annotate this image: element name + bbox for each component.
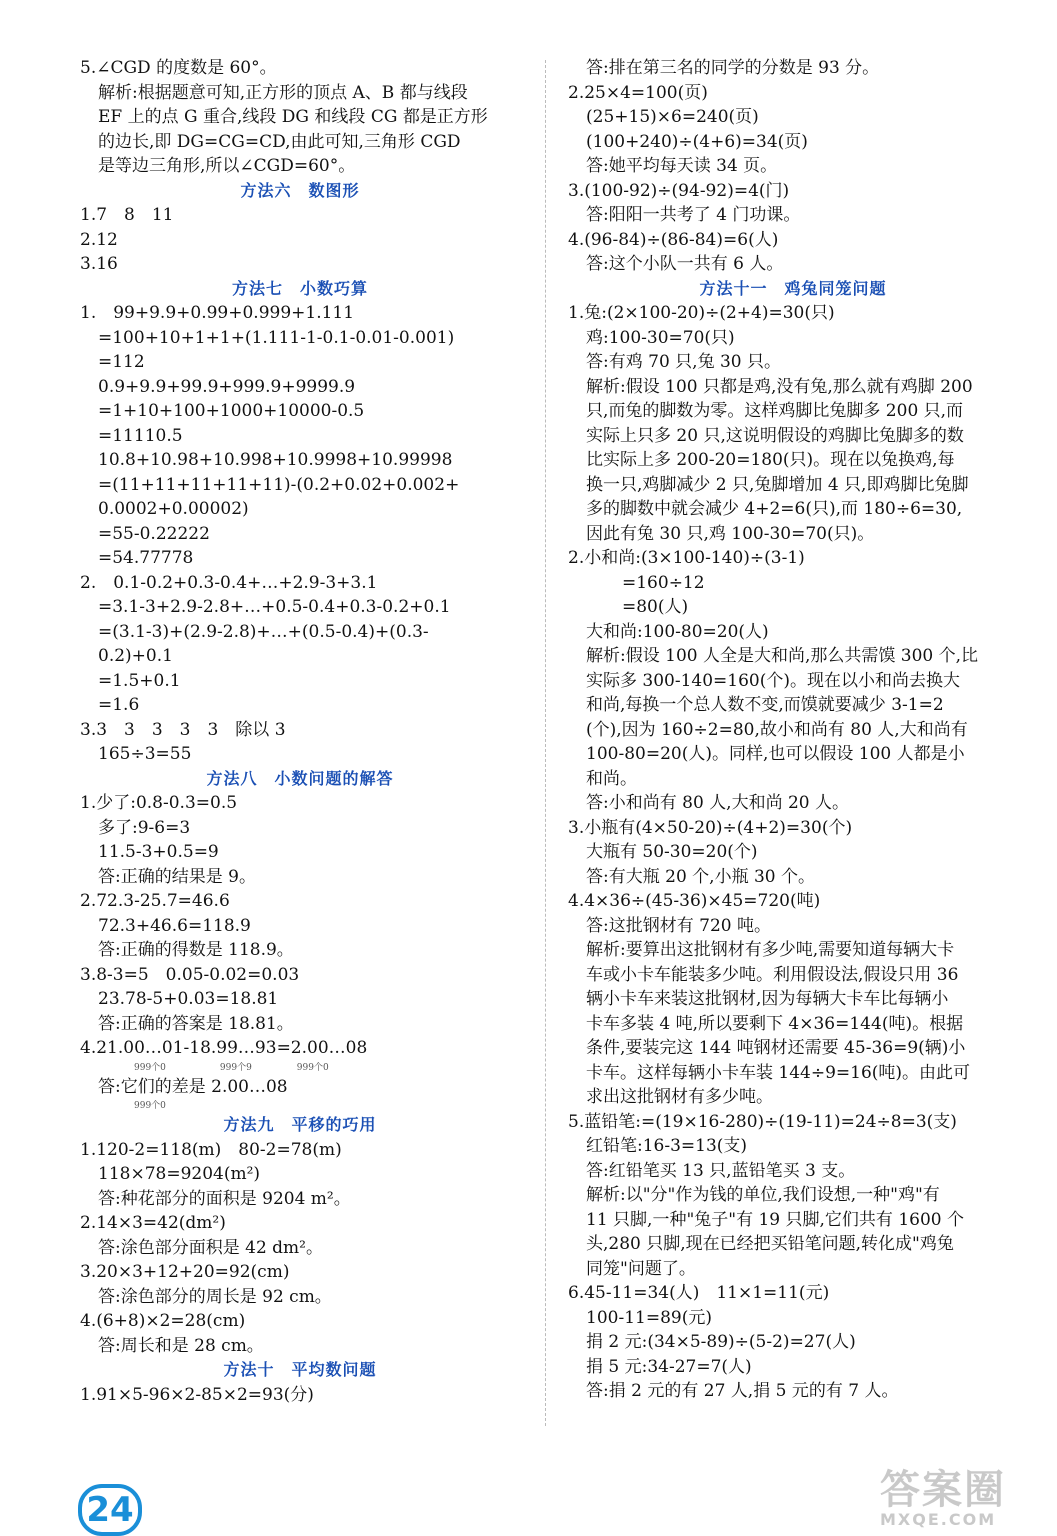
answer-line: 因此有兔 30 只,鸡 100-30=70(只)。 bbox=[586, 523, 875, 544]
answer-line: 卡车。这样每辆小卡车装 144÷9=16(吨)。由此可 bbox=[586, 1062, 971, 1083]
answer-line: =55-0.22222 bbox=[98, 523, 210, 544]
answer-line: =11110.5 bbox=[98, 425, 183, 446]
answer-line: 165÷3=55 bbox=[98, 744, 192, 764]
answer-line: 1. 99+9.9+0.99+0.999+1.111 bbox=[80, 303, 355, 323]
answer-line: 3.小瓶有(4×50-20)÷(4+2)=30(个) bbox=[568, 817, 853, 838]
answer-line: 答:种花部分的面积是 9204 m²。 bbox=[98, 1188, 351, 1209]
answer-line: 答:正确的答案是 18.81。 bbox=[98, 1013, 294, 1034]
answer-line: 999个0 999个9 999个0 bbox=[134, 1062, 329, 1073]
answer-line: 72.3+46.6=118.9 bbox=[98, 915, 251, 936]
section-heading: 方法七 小数巧算 bbox=[231, 278, 368, 298]
answer-line: 大和尚:100-80=20(人) bbox=[586, 621, 769, 642]
answer-line: 答:捐 2 元的有 27 人,捐 5 元的有 7 人。 bbox=[586, 1381, 899, 1401]
answer-line: 2. 0.1-0.2+0.3-0.4+…+2.9-3+3.1 bbox=[80, 572, 378, 593]
answer-line: 1.少了:0.8-0.3=0.5 bbox=[80, 793, 238, 813]
answer-line: 捐 5 元:34-27=7(人) bbox=[586, 1356, 752, 1377]
section-heading: 方法十一 鸡兔同笼问题 bbox=[699, 278, 887, 298]
answer-line: 答:她平均每天读 34 页。 bbox=[586, 156, 778, 176]
answer-line: 多了:9-6=3 bbox=[98, 817, 191, 838]
answer-line: 换一只,鸡脚减少 2 只,兔脚增加 4 只,即鸡脚比兔脚 bbox=[586, 474, 969, 495]
section-heading: 方法八 小数问题的解答 bbox=[206, 768, 394, 788]
answer-line: 解析:假设 100 人全是大和尚,那么共需馍 300 个,比 bbox=[586, 646, 979, 666]
answer-line: =(3.1-3)+(2.9-2.8)+…+(0.5-0.4)+(0.3- bbox=[98, 621, 429, 642]
answer-line: 2.25×4=100(页) bbox=[568, 82, 708, 103]
answer-line: 4.(96-84)÷(86-84)=6(人) bbox=[568, 229, 779, 250]
page-number-badge: 24 bbox=[78, 1484, 142, 1536]
answer-line: 2.12 bbox=[80, 229, 118, 250]
answer-line: 的边长,即 DG=CG=CD,由此可知,三角形 CGD bbox=[98, 131, 461, 152]
answer-line: 多的脚数中就会减少 4+2=6(只),而 180÷6=30, bbox=[586, 499, 963, 519]
answer-line: 车或小卡车能装多少吨。利用假设法,假设只用 36 bbox=[586, 964, 959, 985]
section-heading: 方法九 平移的巧用 bbox=[223, 1115, 377, 1134]
answer-line: 100-80=20(人)。同样,也可以假设 100 人都是小 bbox=[586, 744, 965, 764]
answer-line: 答:有鸡 70 只,兔 30 只。 bbox=[586, 352, 782, 372]
answer-line: 5.∠CGD 的度数是 60°。 bbox=[80, 58, 277, 78]
answer-line: 求出这批钢材有多少吨。 bbox=[586, 1087, 773, 1107]
answer-line: 辆小卡车来装这批钢材,因为每辆大卡车比每辆小 bbox=[586, 989, 949, 1009]
answer-line: 2.14×3=42(dm²) bbox=[80, 1213, 226, 1233]
answer-line: 3.(100-92)÷(94-92)=4(门) bbox=[568, 180, 790, 201]
answer-line: 11.5-3+0.5=9 bbox=[98, 842, 219, 862]
answer-line: 实际上只多 20 只,这说明假设的鸡脚比兔脚多的数 bbox=[586, 425, 964, 446]
answer-line: =(11+11+11+11+11)-(0.2+0.02+0.002+ bbox=[98, 474, 460, 495]
watermark-chars: 答案圈 bbox=[880, 1467, 1006, 1513]
answer-line: 1.兔:(2×100-20)÷(2+4)=30(只) bbox=[568, 303, 835, 323]
answer-line: =1.6 bbox=[98, 695, 140, 715]
answer-line: 2.小和尚:(3×100-140)÷(3-1) bbox=[568, 548, 805, 568]
answer-line: =54.77778 bbox=[98, 548, 194, 568]
answer-line: =100+10+1+1+(1.111-1-0.1-0.01-0.001) bbox=[98, 327, 455, 348]
answer-line: 10.8+10.98+10.998+10.9998+10.99998 bbox=[98, 450, 453, 470]
answer-line: 头,280 只脚,现在已经把买铅笔问题,转化成"鸡兔 bbox=[586, 1234, 954, 1254]
answer-line: =1+10+100+1000+10000-0.5 bbox=[98, 401, 365, 421]
section-heading: 方法六 数图形 bbox=[240, 180, 360, 200]
answer-line: 2.72.3-25.7=46.6 bbox=[80, 891, 230, 911]
answer-line: 答:正确的结果是 9。 bbox=[98, 866, 256, 887]
answer-line: 4.21.00…01-18.99…93=2.00…08 bbox=[80, 1038, 368, 1058]
answer-line: 同笼"问题了。 bbox=[586, 1258, 696, 1279]
answer-line: 1.120-2=118(m) 80-2=78(m) bbox=[80, 1139, 342, 1160]
answer-line: 答:涂色部分面积是 42 dm²。 bbox=[98, 1237, 323, 1258]
answer-line: 捐 2 元:(34×5-89)÷(5-2)=27(人) bbox=[586, 1332, 856, 1352]
answer-line: 红铅笔:16-3=13(支) bbox=[586, 1136, 748, 1156]
answer-line: 条件,要装完这 144 吨钢材还需要 45-36=9(辆)小 bbox=[586, 1038, 966, 1058]
answer-line: 大瓶有 50-30=20(个) bbox=[586, 842, 758, 862]
answer-line: 解析:根据题意可知,正方形的顶点 A、B 都与线段 bbox=[98, 82, 468, 103]
answer-line: (100+240)÷(4+6)=34(页) bbox=[586, 131, 808, 152]
answer-line: 23.78-5+0.03=18.81 bbox=[98, 989, 279, 1009]
watermark-url: MXQE.COM bbox=[880, 1510, 997, 1529]
answer-line: 3.3 3 3 3 3 除以 3 bbox=[80, 719, 286, 740]
answer-line: 答:阳阳一共考了 4 门功课。 bbox=[586, 205, 801, 225]
answer-line: 11 只脚,一种"兔子"有 19 只脚,它们共有 1600 个 bbox=[586, 1209, 964, 1230]
answer-line: 比实际上多 200-20=180(只)。现在以兔换鸡,每 bbox=[586, 450, 955, 470]
left-column bbox=[80, 56, 520, 1407]
answer-line: 和尚。 bbox=[586, 768, 637, 789]
answer-line: 999个0 bbox=[134, 1101, 166, 1111]
answer-line: 解析:假设 100 只都是鸡,没有兔,那么就有鸡脚 200 bbox=[586, 376, 973, 397]
right-column bbox=[568, 56, 1018, 1404]
answer-line: 答:它们的差是 2.00…08 bbox=[98, 1076, 288, 1097]
answer-line: 答:排在第三名的同学的分数是 93 分。 bbox=[586, 58, 880, 78]
answer-line: 答:这批钢材有 720 吨。 bbox=[586, 915, 771, 936]
answer-line: 5.蓝铅笔:=(19×16-280)÷(19-11)=24÷8=3(支) bbox=[568, 1111, 957, 1132]
answer-line: 答:涂色部分的周长是 92 cm。 bbox=[98, 1286, 332, 1307]
answer-line: =112 bbox=[98, 352, 145, 372]
answer-line: =80(人) bbox=[622, 597, 689, 617]
answer-line: 0.9+9.9+99.9+999.9+9999.9 bbox=[98, 376, 356, 397]
answer-line: 3.8-3=5 0.05-0.02=0.03 bbox=[80, 964, 300, 985]
answer-line: (个),因为 160÷2=80,故小和尚有 80 人,大和尚有 bbox=[586, 719, 968, 740]
answer-line: 6.45-11=34(人) 11×1=11(元) bbox=[568, 1283, 830, 1303]
answer-line: 4.(6+8)×2=28(cm) bbox=[80, 1311, 246, 1331]
answer-line: 解析:要算出这批钢材有多少吨,需要知道每辆大卡 bbox=[586, 940, 955, 960]
answer-line: 卡车多装 4 吨,所以要剩下 4×36=144(吨)。根据 bbox=[586, 1013, 964, 1034]
answer-line: 答:这个小队一共有 6 人。 bbox=[586, 254, 784, 274]
answer-line: 0.2)+0.1 bbox=[98, 646, 173, 666]
answer-line: 答:红铅笔买 13 只,蓝铅笔买 3 支。 bbox=[586, 1160, 856, 1181]
section-heading: 方法十 平均数问题 bbox=[223, 1360, 377, 1379]
answer-line: 1.91×5-96×2-85×2=93(分) bbox=[80, 1384, 314, 1405]
answer-line: 鸡:100-30=70(只) bbox=[586, 327, 735, 348]
answer-line: 答:小和尚有 80 人,大和尚 20 人。 bbox=[586, 793, 850, 813]
column-divider bbox=[545, 60, 546, 1426]
answer-line: =160÷12 bbox=[622, 572, 705, 593]
answer-line: 答:有大瓶 20 个,小瓶 30 个。 bbox=[586, 866, 816, 887]
answer-line: 只,而兔的脚数为零。这样鸡脚比兔脚多 200 只,而 bbox=[586, 401, 964, 421]
answer-line: 3.16 bbox=[80, 254, 118, 274]
answer-line: 3.20×3+12+20=92(cm) bbox=[80, 1262, 290, 1282]
answer-line: 答:正确的得数是 118.9。 bbox=[98, 940, 294, 960]
answer-line: 100-11=89(元) bbox=[586, 1307, 712, 1328]
watermark-logo bbox=[880, 1467, 1030, 1530]
answer-line: 答:周长和是 28 cm。 bbox=[98, 1335, 264, 1356]
answer-line: 118×78=9204(m²) bbox=[98, 1164, 261, 1184]
answer-line: =1.5+0.1 bbox=[98, 670, 181, 691]
answer-line: 实际多 300-140=160(个)。现在以小和尚去换大 bbox=[586, 670, 960, 691]
answer-line: 0.0002+0.00002) bbox=[98, 499, 249, 519]
answer-line: 解析:以"分"作为钱的单位,我们设想,一种"鸡"有 bbox=[586, 1185, 940, 1205]
answer-line: EF 上的点 G 重合,线段 DG 和线段 CG 都是正方形 bbox=[98, 107, 488, 127]
answer-line: 和尚,每换一个总人数不变,而馍就要减少 3-1=2 bbox=[586, 695, 944, 715]
answer-line: 是等边三角形,所以∠CGD=60°。 bbox=[98, 156, 356, 176]
answer-line: (25+15)×6=240(页) bbox=[586, 107, 759, 127]
answer-line: 1.7 8 11 bbox=[80, 205, 174, 225]
answer-line: =3.1-3+2.9-2.8+…+0.5-0.4+0.3-0.2+0.1 bbox=[98, 597, 451, 617]
answer-line: 4.4×36÷(45-36)×45=720(吨) bbox=[568, 891, 821, 911]
